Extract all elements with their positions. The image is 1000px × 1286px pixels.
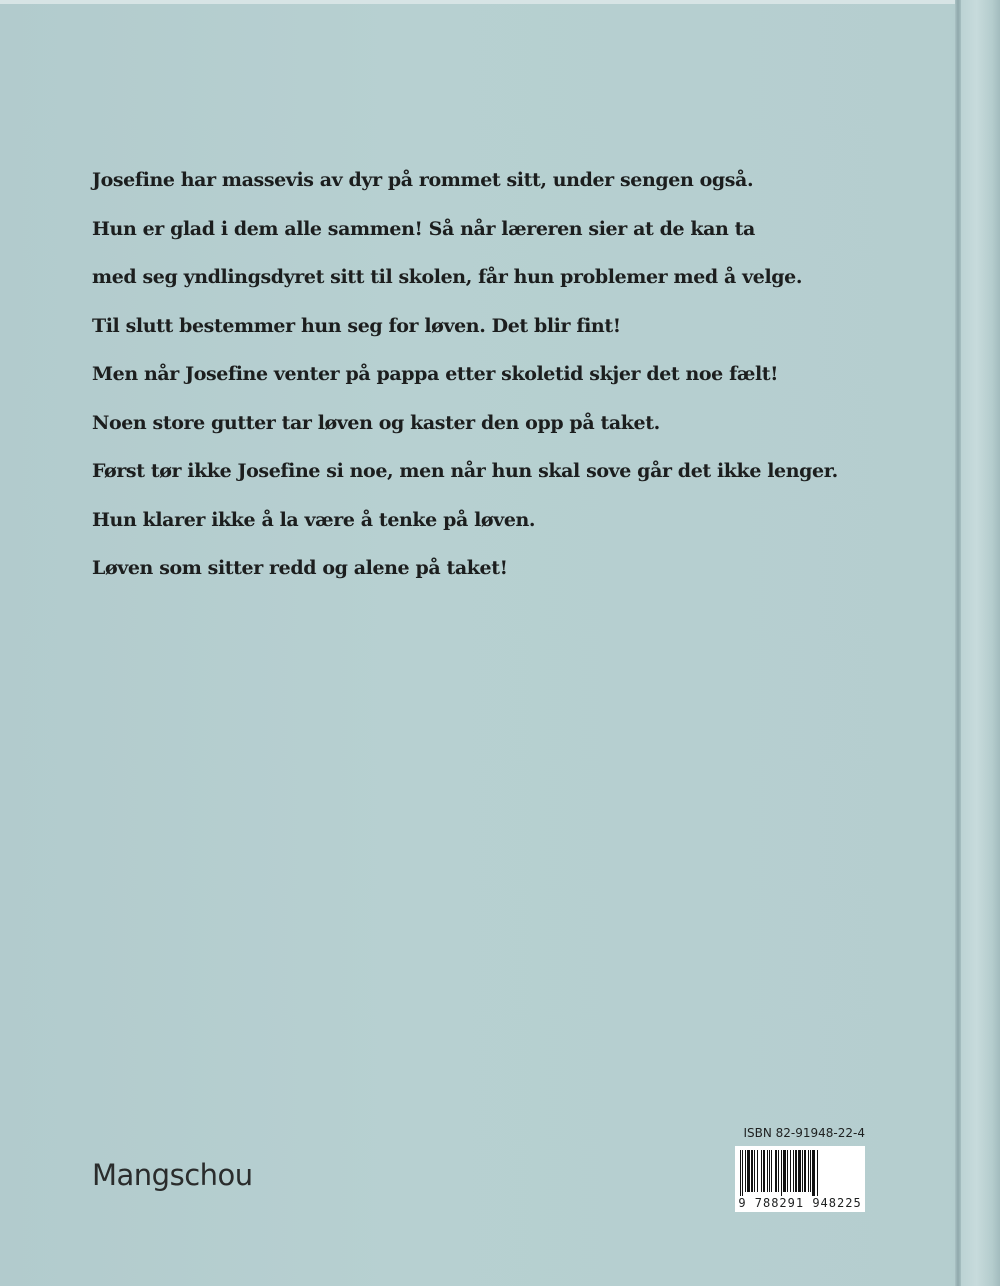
blurb-line: Josefine har massevis av dyr på rommet sitt, under sengen også.	[92, 169, 754, 191]
barcode-bar	[812, 1150, 815, 1196]
barcode-bar	[775, 1150, 777, 1192]
barcode-bar	[802, 1150, 803, 1192]
blurb-line: Men når Josefine venter på pappa etter skoletid skjer det noe fælt!	[92, 363, 779, 385]
barcode-bar	[795, 1150, 797, 1192]
barcode-bar	[783, 1150, 786, 1192]
blurb-line: med seg yndlingsdyret sitt til skolen, får hun problemer med å velge.	[92, 266, 803, 288]
blurb-line: Hun klarer ikke å la være å tenke på løven.	[92, 508, 536, 531]
barcode-bar	[787, 1150, 788, 1192]
isbn-barcode-block	[735, 1126, 865, 1212]
barcode-digits: 9 788291 948225	[735, 1196, 865, 1212]
barcode-bar	[793, 1150, 794, 1192]
blurb-line: Til slutt bestemmer hun seg for løven. Det blir fint!	[92, 314, 621, 337]
barcode-bar	[810, 1150, 811, 1192]
barcode-bar	[808, 1150, 809, 1192]
book-spine	[961, 0, 1000, 1286]
barcode-bar	[742, 1150, 743, 1196]
isbn-label: ISBN 82-91948-22-4	[743, 1126, 865, 1140]
barcode-bar	[798, 1150, 801, 1192]
barcode-bar	[754, 1150, 755, 1192]
barcode-bar	[761, 1150, 762, 1192]
barcode-bar	[747, 1150, 750, 1192]
barcode-bar	[804, 1150, 806, 1192]
barcode-bar	[817, 1150, 818, 1196]
publisher-name: Mangschou	[92, 1158, 253, 1192]
barcode-bar	[769, 1150, 770, 1192]
blurb-line: Løven som sitter redd og alene på taket!	[92, 557, 508, 579]
blurb-line: Først tør ikke Josefine si noe, men når hun skal sove går det ikke lenger.	[92, 460, 838, 482]
barcode-bar	[740, 1150, 741, 1196]
blurb-line: Noen store gutter tar løven og kaster den opp på taket.	[92, 411, 660, 434]
barcode-bar	[745, 1150, 746, 1192]
barcode-bar	[771, 1150, 772, 1192]
blurb-line: Hun er glad i dem alle sammen! Så når læreren sier at de kan ta	[92, 217, 755, 240]
barcode-bar	[763, 1150, 765, 1192]
barcode-bar	[757, 1150, 758, 1192]
barcode-bar	[781, 1150, 782, 1196]
barcode-bars-icon	[739, 1150, 861, 1196]
blurb-text	[92, 156, 912, 593]
barcode-bar	[790, 1150, 791, 1192]
barcode	[735, 1146, 865, 1198]
barcode-bar	[778, 1150, 779, 1192]
barcode-bar	[767, 1150, 768, 1192]
cover-top-edge	[0, 0, 1000, 4]
barcode-bar	[751, 1150, 753, 1192]
